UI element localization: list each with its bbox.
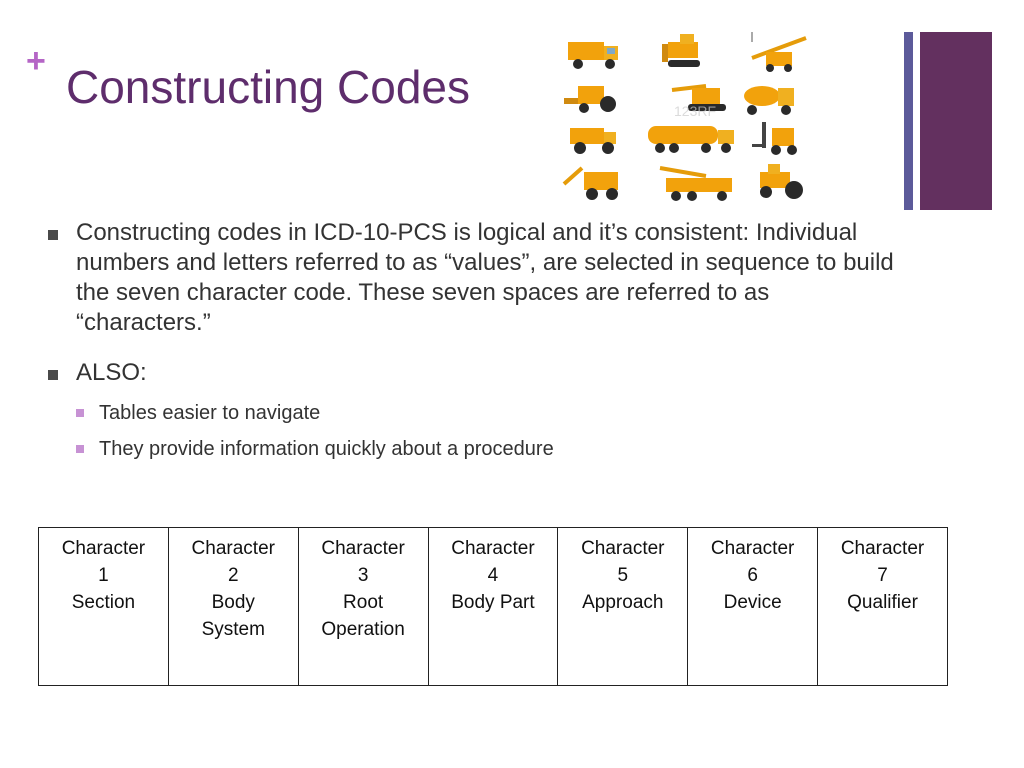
table-cell-character-3 [298,528,428,686]
tractor-icon [760,164,803,199]
cell-line: Character [451,538,535,559]
cell-line: Root [343,592,384,613]
cell-line: Qualifier [847,592,918,613]
table-cell-character-7 [818,528,948,686]
cell-line: Character [840,538,925,559]
table-cell-character-6 [688,528,818,686]
bullet-item [48,358,908,388]
cell-line: Character [581,538,665,559]
table-cell-character-2 [168,528,298,686]
bullet-item [48,218,908,338]
sub-bullet-item [76,436,908,462]
sub-bullet-square-icon [76,445,84,453]
sub-bullet-square-icon [76,409,84,417]
table-cell-character-4 [428,528,558,686]
bullet-square-icon [48,230,58,240]
cell-line: Character [710,538,795,559]
forklift-icon [752,122,797,155]
bullet-text: ALSO: [76,359,147,386]
cell-line: 5 [617,565,629,586]
cell-line: 4 [487,565,499,586]
cell-line: Section [71,592,136,613]
cell-line: 3 [357,565,369,586]
construction-vehicles-icon [556,28,820,206]
cell-line: System [201,619,265,640]
cement-mixer-icon [744,86,794,115]
cell-line: Device [723,592,782,613]
loader-icon [564,86,616,113]
tanker-truck-icon [648,126,734,153]
mining-truck-icon [570,128,616,154]
plus-icon: + [26,42,46,80]
character-table [38,527,948,686]
cell-line: Body Part [451,592,535,613]
cell-line: Approach [582,592,664,613]
bulldozer-icon [662,34,700,67]
bullet-text: Constructing codes in ICD-10-PCS is logical and it’s consistent: Individual numbers and letters referred to as “values”, are selected in sequence to build the seven character code. These seven spaces are referred to as “characters.” [76,219,894,336]
sub-bullet-text: Tables easier to navigate [99,402,321,424]
cell-line: Character [321,538,405,559]
dump-truck-icon [568,42,618,69]
cell-line: 7 [877,565,888,586]
cell-line: Operation [321,619,405,640]
cell-line: 1 [98,565,109,586]
clipart-watermark: 123RF [674,103,717,119]
table-cell-character-5 [558,528,688,686]
cell-line: 6 [747,565,758,586]
cell-line: Character [191,538,275,559]
cell-line: Character [61,538,146,559]
cell-line: Body [211,592,255,613]
crane-icon [752,32,806,72]
sub-bullet-text: They provide information quickly about a procedure [99,438,554,460]
decorative-bar-thin [904,32,913,210]
slide-title: Constructing Codes [66,61,470,113]
table-cell-character-1 [39,528,169,686]
cell-line: 2 [227,565,239,586]
bullet-list [48,218,908,472]
backhoe-icon [564,168,618,200]
decorative-bar-wide [920,32,992,210]
mobile-crane-icon [660,168,732,201]
sub-bullet-item [76,400,908,426]
table-row [39,528,948,686]
bullet-square-icon [48,370,58,380]
